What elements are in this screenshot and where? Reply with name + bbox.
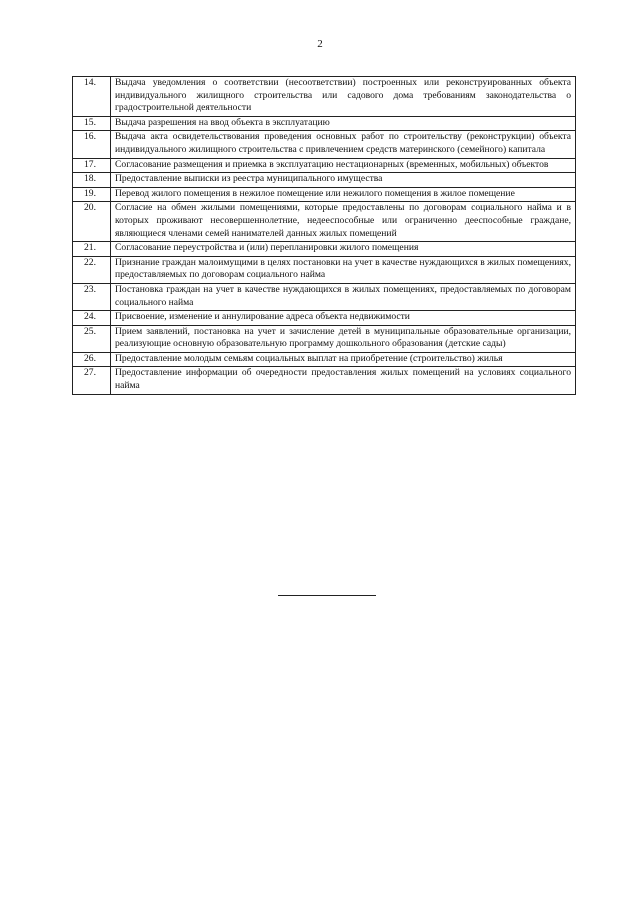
service-description: Выдача разрешения на ввод объекта в эксплуатацию [111,116,576,131]
services-table [72,76,576,395]
row-number: 17. [73,158,111,173]
row-number: 22. [73,256,111,283]
table-row [73,116,576,131]
row-number: 16. [73,131,111,158]
row-number: 18. [73,173,111,188]
service-description: Признание граждан малоимущими в целях постановки на учет в качестве нуждающихся в жилых помещениях, предоставляемых по договорам социального найма [111,256,576,283]
row-number: 15. [73,116,111,131]
end-separator-line [278,595,376,596]
table-row [73,311,576,326]
page-number: 2 [317,38,323,50]
row-number: 26. [73,352,111,367]
row-number: 25. [73,325,111,352]
table-row [73,283,576,310]
service-description: Согласие на обмен жилыми помещениями, которые предоставлены по договорам социального найма и в которых проживают несовершеннолетние, недееспособные или ограниченно дееспособные граждане, являющиеся членами семей нанимателей данных жилых помещений [111,202,576,242]
service-description: Постановка граждан на учет в качестве нуждающихся в жилых помещениях, предоставляемых по договорам социального найма [111,283,576,310]
row-number: 23. [73,283,111,310]
table-row [73,173,576,188]
table-row [73,202,576,242]
table-row [73,187,576,202]
service-description: Присвоение, изменение и аннулирование адреса объекта недвижимости [111,311,576,326]
service-description: Предоставление выписки из реестра муниципального имущества [111,173,576,188]
table-row [73,158,576,173]
row-number: 19. [73,187,111,202]
service-description: Согласование переустройства и (или) перепланировки жилого помещения [111,242,576,257]
table-row [73,77,576,117]
table-row [73,256,576,283]
row-number: 24. [73,311,111,326]
service-description: Предоставление молодым семьям социальных выплат на приобретение (строительство) жилья [111,352,576,367]
row-number: 27. [73,367,111,394]
row-number: 21. [73,242,111,257]
service-description: Выдача уведомления о соответствии (несоответствии) построенных или реконструированных объекта индивидуального жилищного строительства или садового дома требованиям законодательства о градостроительной деятельности [111,77,576,117]
table-row [73,325,576,352]
row-number: 20. [73,202,111,242]
table-row [73,242,576,257]
service-description: Выдача акта освидетельствования проведения основных работ по строительству (реконструкции) объекта индивидуального жилищного строительства с привлечением средств материнского (семейного) капитала [111,131,576,158]
service-description: Перевод жилого помещения в нежилое помещение или нежилого помещения в жилое помещение [111,187,576,202]
service-description: Предоставление информации об очередности предоставления жилых помещений на условиях социального найма [111,367,576,394]
table-row [73,352,576,367]
service-description: Согласование размещения и приемка в эксплуатацию нестационарных (временных, мобильных) объектов [111,158,576,173]
row-number: 14. [73,77,111,117]
service-description: Прием заявлений, постановка на учет и зачисление детей в муниципальные образовательные организации, реализующие основную образовательную программу дошкольного образования (детские сады) [111,325,576,352]
table-row [73,131,576,158]
table-row [73,367,576,394]
